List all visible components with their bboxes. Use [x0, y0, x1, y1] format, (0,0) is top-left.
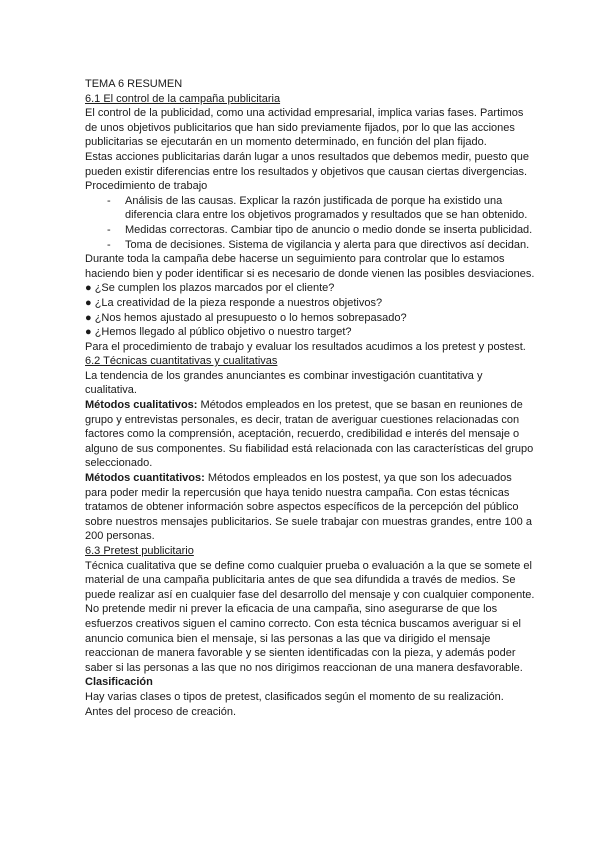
- bullet-item: ● ¿Hemos llegado al público objetivo o nuestro target?: [85, 326, 352, 339]
- bullet-item: ● ¿Se cumplen los plazos marcados por el cliente?: [85, 282, 335, 295]
- list-item: - Análisis de las causas. Explicar la razón justificada de porque ha existido una diferencia clara entre los objetivos programados y resultados que se han obtenido.: [107, 194, 535, 223]
- paragraph: Estas acciones publicitarias darán lugar a unos resultados que debemos medir, puesto que pueden existir diferencias entre los resultados y objetivos que causan ciertas divergencias.: [85, 150, 529, 178]
- paragraph: Técnica cualitativa que se define como cualquier prueba o evaluación a la que se somete el material de una campaña publicitaria antes de que sea difundida a través de medios. Se puede realizar así en cualquier fase del desarrollo del mensaje y con cualquier componente. No pretende medir ni prever la eficacia de una campaña, sino asegurarse de que los esfuerzos creativos siguen el camino correcto. Con esta técnica buscamos averiguar si el anuncio comunica bien el mensaje, si las personas a las que va dirigido el mensaje reaccionan de manera favorable y se sienten identificadas con la pieza, y además poder saber si las personas a las que no nos dirigimos reaccionan de una manera desfavorable.: [85, 559, 535, 674]
- paragraph-cuantitativos: [85, 471, 535, 544]
- list-item: - Medidas correctoras. Cambiar tipo de anuncio o medio donde se inserta publicidad.: [107, 223, 535, 238]
- paragraph: Durante toda la campaña debe hacerse un seguimiento para controlar que lo estamos haciendo bien y poder identificar si es necesario de donde vienen las posibles desviaciones.: [85, 253, 535, 280]
- paragraph: Antes del proceso de creación.: [85, 705, 237, 718]
- term-text: Métodos empleados en los postest, ya que son los adecuados para poder medir la repercusión que haya tenido nuestra campaña. Con estas técnicas tratamos de obtener información sobre aspectos específicos de la percepción del público sobre nuestros mensajes publicitarios. Se suele trabajar con muestras grandes, entre 100 a 200 personas.: [85, 472, 532, 543]
- term-text: Métodos empleados en los pretest, que se basan en reuniones de grupo y entrevistas personales, es decir, tratan de averiguar cuestiones relacionadas con factores como la comprensión, aceptación, recuerdo, credibilidad e interés del mensaje o alguno de sus componentes. Su fiabilidad está relacionada con las características del grupo seleccionado.: [85, 399, 534, 470]
- bullet-item: ● ¿La creatividad de la pieza responde a nuestros objetivos?: [85, 296, 383, 309]
- term-label: Métodos cuantitativos:: [85, 472, 205, 485]
- section-heading-6-3: 6.3 Pretest publicitario: [85, 545, 194, 557]
- paragraph-cualitativos: [85, 398, 535, 471]
- term-label: Métodos cualitativos:: [85, 399, 198, 412]
- dash-list: [85, 194, 535, 252]
- list-item: - Toma de decisiones. Sistema de vigilancia y alerta para que directivos así decidan.: [107, 238, 535, 253]
- paragraph: Hay varias clases o tipos de pretest, clasificados según el momento de su realización.: [85, 690, 504, 703]
- paragraph: Para el procedimiento de trabajo y evaluar los resultados acudimos a los pretest y postest.: [85, 340, 526, 353]
- bullet-item: ● ¿Nos hemos ajustado al presupuesto o lo hemos sobrepasado?: [85, 311, 407, 324]
- section-heading-6-1: 6.1 El control de la campaña publicitaria: [85, 92, 281, 105]
- paragraph: La tendencia de los grandes anunciantes es combinar investigación cuantitativa y cualitativa.: [85, 369, 483, 397]
- paragraph: Procedimiento de trabajo: [85, 180, 208, 193]
- section-heading-6-2: 6.2 Técnicas cuantitativas y cualitativas: [85, 355, 278, 368]
- document-page: [85, 77, 535, 719]
- subheading: Clasificación: [85, 676, 153, 689]
- paragraph: El control de la publicidad, como una actividad empresarial, implica varias fases. Partimos de unos objetivos publicitarios que han sido previamente fijados, por lo que las acciones publicitarias se ejecutarán en un momento determinado, en función del plan fijado.: [85, 107, 524, 149]
- document-title: TEMA 6 RESUMEN: [85, 78, 183, 90]
